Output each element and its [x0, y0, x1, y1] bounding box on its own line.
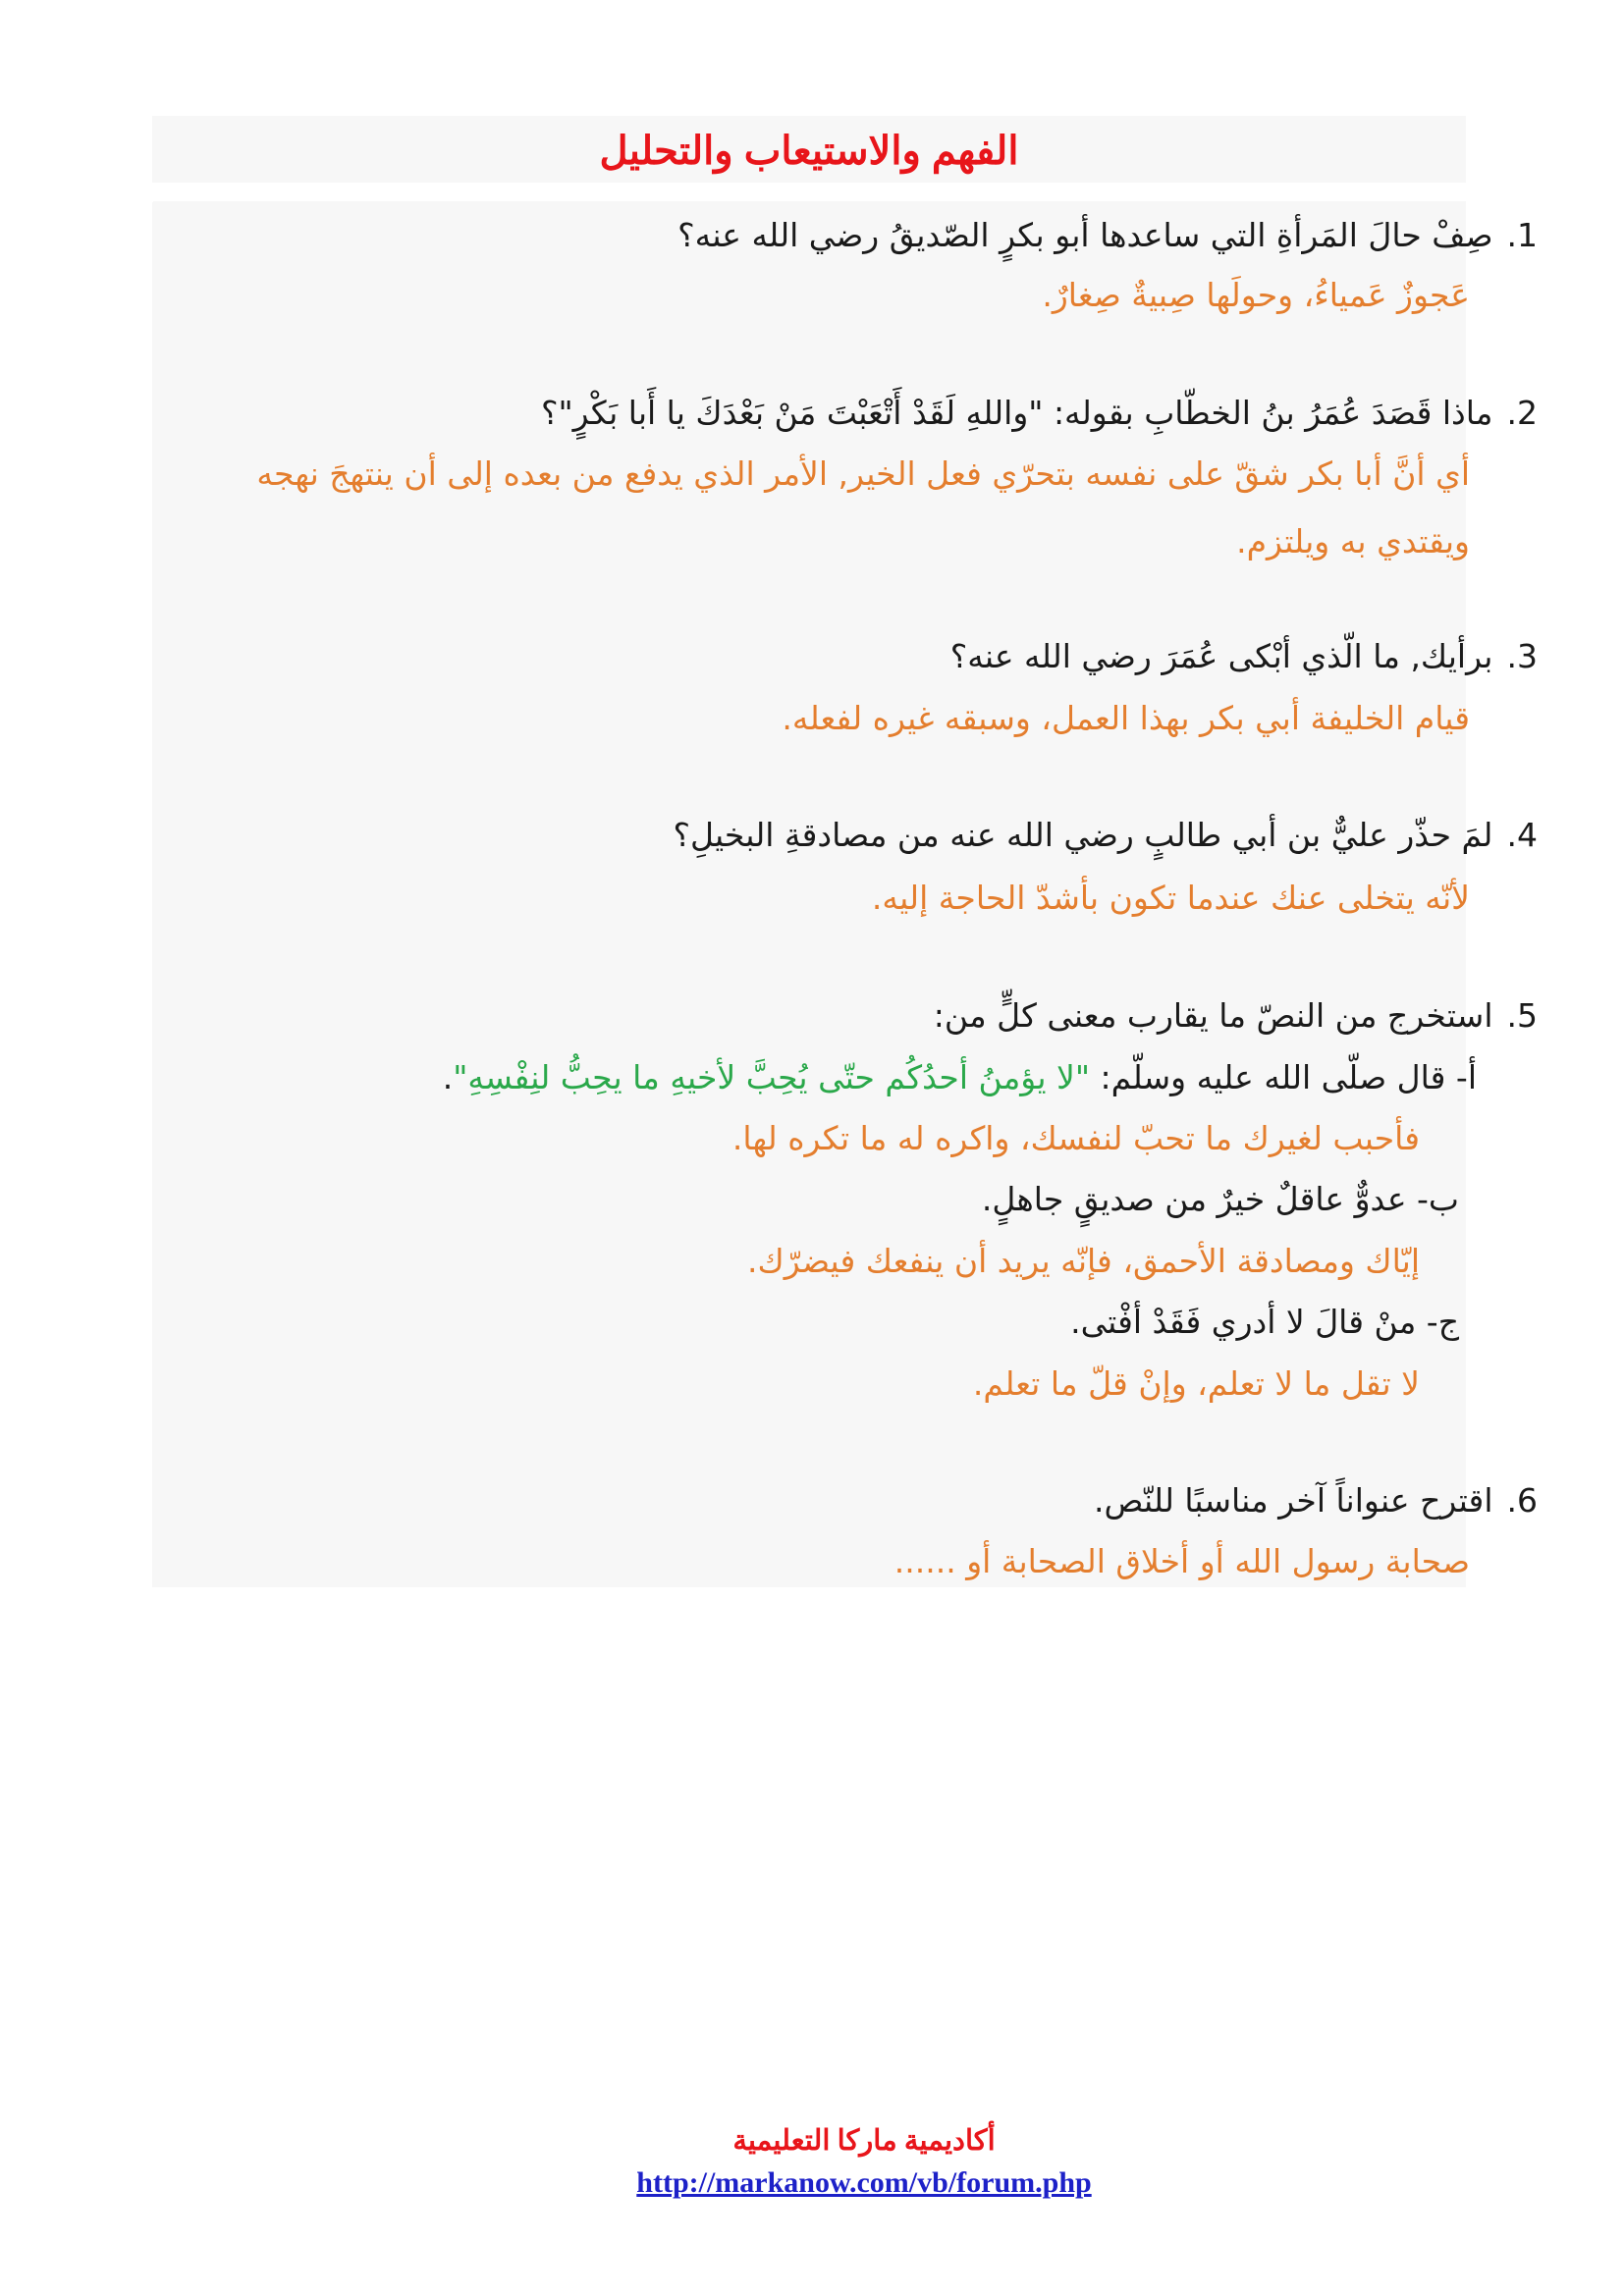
answer-4: لأنّه يتخلى عنك عندما تكون بأشدّ الحاجة إليه.	[871, 879, 1470, 917]
item-a-prefix: أ- قال صلّى الله عليه وسلّم:	[1090, 1058, 1477, 1096]
item-a	[443, 1053, 1477, 1102]
question-4	[673, 811, 1538, 860]
question-number: 3.	[1506, 637, 1538, 675]
question-text: لمَ حذّر عليٌّ بن أبي طالبٍ رضي الله عنه من مصادقةِ البخيلِ؟	[673, 816, 1493, 854]
answer-5a: فأحبب لغيرك ما تحبّ لنفسك، واكره له ما تكره لها.	[731, 1119, 1420, 1157]
band-edge	[152, 201, 153, 202]
question-number: 4.	[1506, 816, 1538, 854]
answer-1: عَجوزٌ عَمياءُ، وحولَها صِبيةٌ صِغارٌ.	[1042, 276, 1470, 314]
question-2	[541, 389, 1538, 438]
question-text: اقترح عنواناً آخر مناسبًا للنّص.	[1094, 1481, 1493, 1520]
answer-2-line-1: أي أنَّ أبا بكر شقّ على نفسه بتحرّي فعل الخير, الأمر الذي يدفع من بعده إلى أن ينتهجَ نهجه	[256, 454, 1470, 493]
question-text: استخرج من النصّ ما يقارب معنى كلٍّ من:	[933, 996, 1493, 1035]
question-6	[1094, 1476, 1538, 1525]
question-1	[677, 211, 1538, 260]
item-c: ج- منْ قالَ لا أدري فَقَدْ أفْتى.	[1070, 1303, 1459, 1341]
answer-2-line-2: ويقتدي به ويلتزم.	[1236, 522, 1470, 561]
question-number: 2.	[1506, 394, 1538, 432]
footer-academy-name: أكاديمية ماركا التعليمية	[732, 2125, 996, 2157]
question-number: 1.	[1506, 216, 1538, 254]
question-number: 6.	[1506, 1481, 1538, 1520]
page-title: الفهم والاستيعاب والتحليل	[599, 130, 1019, 173]
item-b: ب- عدوٌّ عاقلٌ خيرٌ من صديقٍ جاهلٍ.	[981, 1180, 1459, 1218]
answer-3: قيام الخليفة أبي بكر بهذا العمل، وسبقه غيره لفعله.	[782, 699, 1470, 737]
question-3	[950, 632, 1538, 681]
answer-5c: لا تقل ما لا تعلم، وإنْ قلّ ما تعلم.	[972, 1364, 1420, 1403]
hadith-quote: "لا يؤمنُ أحدُكُم حتّى يُحِبَّ لأخيهِ ما يحِبُّ لنِفْسِهِ"	[453, 1058, 1091, 1096]
answer-6: صحابة رسول الله أو أخلاق الصحابة أو ......	[893, 1542, 1470, 1580]
question-text: برأيك, ما الّذي أبْكى عُمَرَ رضي الله عنه؟	[949, 637, 1493, 675]
answer-5b: إيّاك ومصادقة الأحمق، فإنّه يريد أن ينفعك فيضرّك.	[747, 1242, 1420, 1280]
footer-link[interactable]: http://markanow.com/vb/forum.php	[636, 2166, 1092, 2199]
question-5	[934, 991, 1538, 1041]
question-text: صِفْ حالَ المَرأةِ التي ساعدها أبو بكرٍ الصّديقُ رضي الله عنه؟	[677, 216, 1493, 254]
question-number: 5.	[1506, 996, 1538, 1035]
question-text: ماذا قَصَدَ عُمَرُ بنُ الخطّابِ بقوله: "واللهِ لَقَدْ أَتْعَبْتَ مَنْ بَعْدَكَ يا أَبا بَكْرٍ"؟	[540, 394, 1493, 432]
item-a-suffix: .	[442, 1058, 454, 1096]
